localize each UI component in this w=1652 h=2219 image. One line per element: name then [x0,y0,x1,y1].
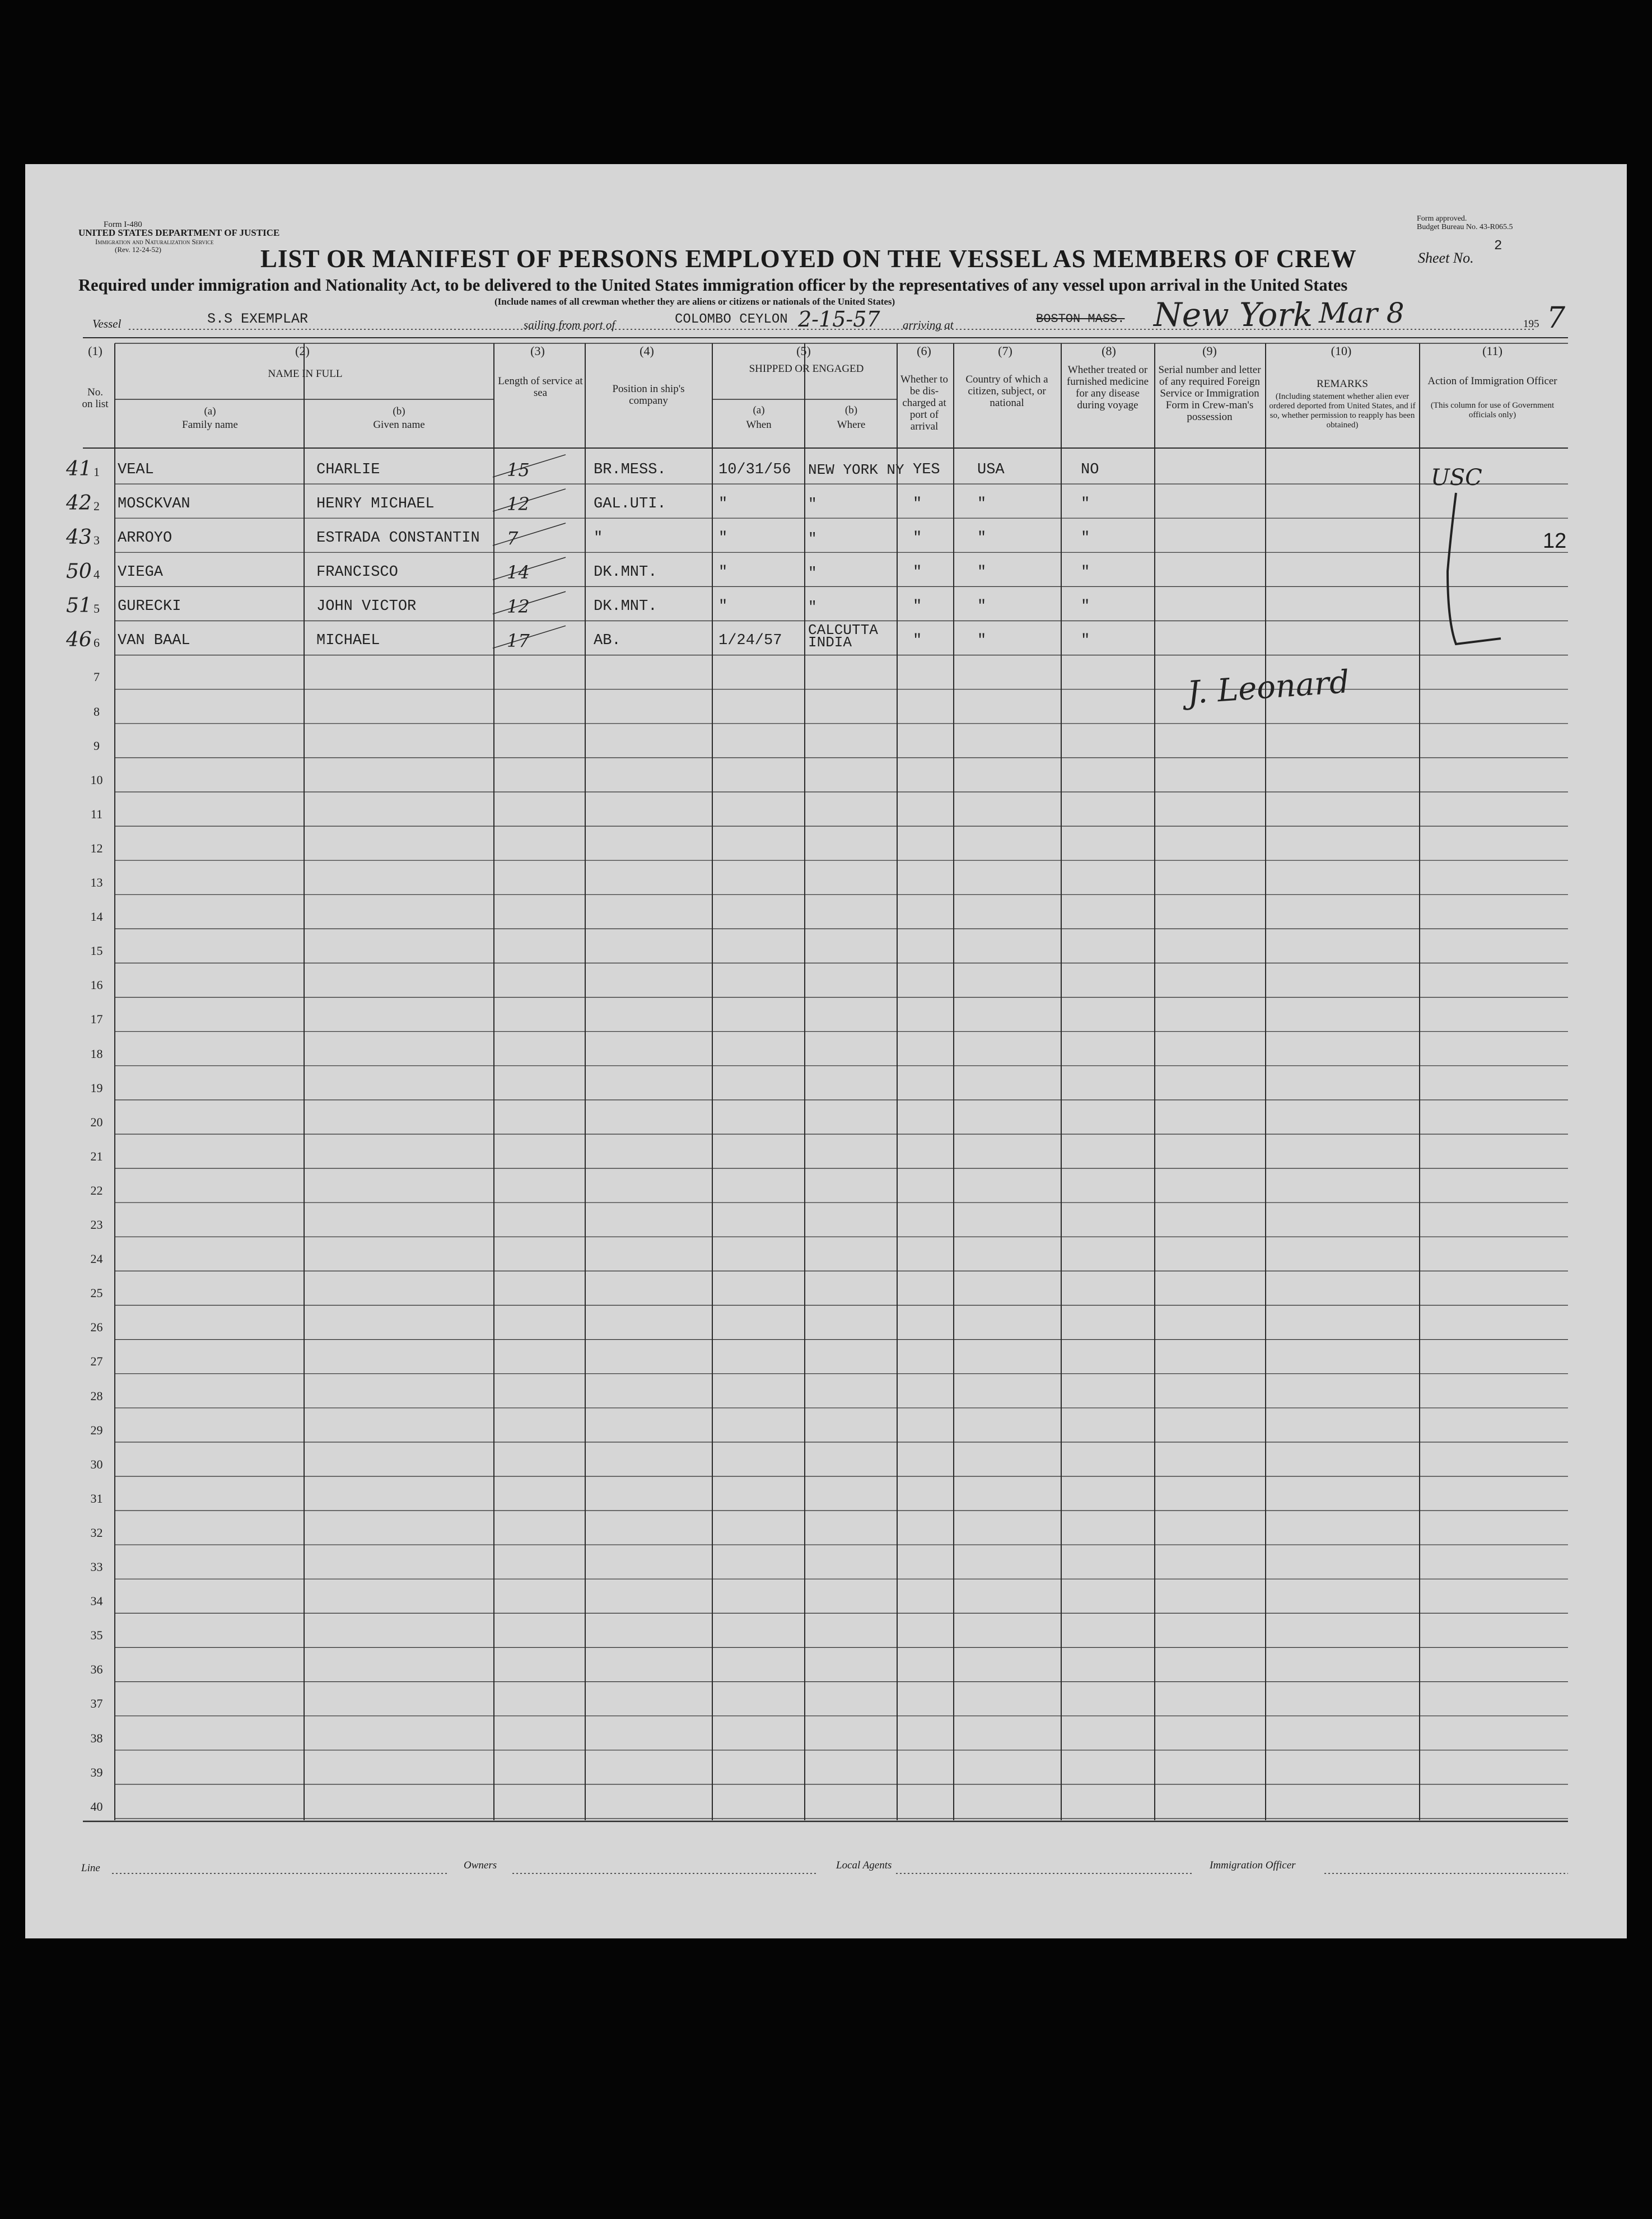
discharged-cell: " [913,529,922,547]
row-number: 29 [90,1423,103,1437]
handwritten-list-number: 46 [66,628,92,652]
where-cell: " [808,564,817,581]
header-length-service: Length of service at sea [498,375,583,399]
position-cell: DK.MNT. [594,598,657,616]
row-number: 14 [90,910,103,924]
discharged-cell: YES [913,461,940,478]
country-cell: USA [977,461,1005,478]
row-number: 25 [90,1286,103,1300]
department-name: UNITED STATES DEPARTMENT OF JUSTICE [78,227,280,238]
row-number: 22 [90,1183,103,1197]
row-number: 31 [90,1491,103,1505]
header-serial: Serial number and letter of any required Foreign Service or Immigration Form in Crew-man's possession [1158,364,1261,423]
row-number: 27 [90,1354,103,1369]
col-num-2: (2) [295,344,310,358]
discharged-cell: " [913,563,922,581]
given-name-cell: ESTRADA CONSTANTIN [316,529,480,547]
footer-local-agents: Local Agents [836,1859,892,1871]
header-sub-b: (b) [393,405,405,417]
where-cell: NEW YORK NY [808,461,904,479]
given-name-cell: JOHN VICTOR [316,598,417,616]
given-name-cell: HENRY MICHAEL [316,495,435,512]
form-approved: Form approved. [1417,215,1467,223]
action-usc-mark: USC [1431,465,1482,491]
sailing-port: COLOMBO CEYLON [675,312,788,327]
row-number: 37 [90,1696,103,1711]
length-service-cell: 17 [507,630,530,652]
position-cell: BR.MESS. [594,461,666,478]
header-shipped-engaged: SHIPPED OR ENGAGED [749,363,864,375]
family-name-cell: VAN BAAL [118,632,190,650]
row-number: 10 [90,772,103,787]
row-number: 23 [90,1218,103,1232]
row-number: 4 [94,567,100,582]
family-name-cell: MOSCKVAN [118,495,190,512]
header-remarks-note: (Including statement whether alien ever ordered deported from United States, and if so, whether permission to reapply has been obtained) [1269,392,1416,430]
arrival-date: Mar 8 [1319,297,1404,329]
col-num-10: (10) [1331,344,1352,358]
row-number: 13 [90,875,103,890]
arriving-port-handwritten: New York [1154,296,1313,334]
col-num-9: (9) [1202,344,1217,358]
handwritten-list-number: 42 [66,491,92,515]
row-number: 36 [90,1662,103,1677]
header-where-b: (b) [844,404,858,416]
col-num-3: (3) [530,344,545,358]
header-where: Where [837,419,866,431]
row-number: 35 [90,1628,103,1643]
header-sub-a: (a) [204,405,216,417]
header-when: When [746,419,772,431]
pen-stroke [493,523,566,546]
position-cell: GAL.UTI. [594,495,666,512]
sailing-date: 2-15-57 [798,307,880,332]
row-number: 3 [94,533,100,548]
footer-immigration-officer: Immigration Officer [1210,1859,1296,1871]
header-country: Country of which a citizen, subject, or national [965,374,1048,409]
row-number: 8 [94,704,100,719]
where-cell: " [808,530,817,547]
row-number: 5 [94,602,100,616]
when-cell: " [718,598,728,616]
row-number: 7 [94,670,100,684]
position-cell: DK.MNT. [594,563,657,581]
col-num-11: (11) [1482,344,1502,358]
family-name-cell: VEAL [118,461,154,478]
row-number: 38 [90,1731,103,1745]
action-count: 12 [1543,529,1567,553]
row-number: 16 [90,978,103,992]
row-number: 19 [90,1080,103,1095]
vessel-label: Vessel [92,317,122,330]
medicine-cell: " [1081,529,1090,547]
col-num-7: (7) [998,344,1012,358]
handwritten-list-number: 41 [66,457,92,481]
length-service-cell: 14 [507,562,530,584]
family-name-cell: GURECKI [118,598,181,616]
header-family-name: Family name [182,419,238,431]
row-number: 9 [94,738,100,753]
col-num-6: (6) [917,344,931,358]
col-num-8: (8) [1102,344,1116,358]
year-digit: 7 [1547,301,1566,335]
sheet-label: Sheet No. [1418,250,1474,266]
country-cell: " [977,529,987,547]
country-cell: " [977,495,987,512]
arriving-port-typed: BOSTON MASS. [1036,312,1125,326]
discharged-cell: " [913,495,922,512]
row-number: 15 [90,944,103,958]
family-name-cell: ARROYO [118,529,172,547]
discharged-cell: " [913,598,922,616]
header-action-note: (This column for use of Government officials only) [1430,401,1555,419]
where-cell: CALCUTTA INDIA [808,621,878,651]
row-number: 1 [94,464,100,479]
budget-bureau: Budget Bureau No. 43-R065.5 [1417,223,1513,231]
row-number: 17 [90,1012,103,1027]
length-service-cell: 15 [507,459,530,481]
country-cell: " [977,598,987,616]
header-given-name: Given name [373,419,425,431]
row-number: 18 [90,1046,103,1061]
page-title: LIST OR MANIFEST OF PERSONS EMPLOYED ON THE VESSEL AS MEMBERS OF CREW [260,245,1357,273]
revision-date: (Rev. 12-24-52) [115,245,161,254]
row-number: 39 [90,1765,103,1779]
row-number: 20 [90,1115,103,1129]
when-cell: 10/31/56 [718,461,791,478]
header-action: Action of Immigration Officer [1427,375,1557,387]
footer-owners: Owners [464,1859,497,1871]
header-no-on-list: No. on list [82,386,109,410]
country-cell: " [977,632,987,650]
length-service-cell: 7 [507,528,519,549]
footer-line: Line [81,1862,100,1874]
when-cell: " [718,563,728,581]
given-name-cell: MICHAEL [316,632,380,650]
form-number: Form I-480 [104,220,142,229]
year-prefix: 195 [1523,318,1539,330]
header-name-in-full: NAME IN FULL [268,368,343,380]
subtitle: Required under immigration and Nationality Act, to be delivered to the United States immigration officer by the representatives of any vessel upon arrival in the United States [78,276,1348,295]
country-cell: " [977,563,987,581]
col-num-5: (5) [796,344,811,358]
col-num-4: (4) [640,344,654,358]
header-position: Position in ship's company [612,383,685,407]
when-cell: " [718,495,728,512]
row-number: 28 [90,1388,103,1403]
medicine-cell: NO [1081,461,1099,478]
row-number: 21 [90,1149,103,1163]
arriving-label: arriving at [903,318,954,332]
handwritten-list-number: 51 [66,594,92,618]
discharged-cell: " [913,632,922,650]
row-number: 11 [90,807,103,821]
row-number: 34 [90,1594,103,1609]
where-cell: " [808,496,817,513]
header-when-a: (a) [753,404,765,416]
row-number: 2 [94,498,100,513]
position-cell: " [594,529,603,547]
length-service-cell: 12 [507,493,530,515]
row-number: 40 [90,1799,103,1814]
sailing-label: sailing from port of [524,318,615,332]
action-bracket-mark [1448,493,1501,644]
row-number: 30 [90,1457,103,1471]
given-name-cell: FRANCISCO [316,563,398,581]
medicine-cell: " [1081,495,1090,512]
medicine-cell: " [1081,598,1090,616]
position-cell: AB. [594,632,621,650]
length-service-cell: 12 [507,596,530,618]
medicine-cell: " [1081,632,1090,650]
col-num-1: (1) [88,344,102,358]
header-remarks: REMARKS [1317,378,1368,390]
handwritten-list-number: 43 [66,526,92,549]
row-number: 12 [90,841,103,855]
vessel-name: S.S EXEMPLAR [207,311,309,327]
row-number: 26 [90,1320,103,1335]
where-cell: " [808,598,817,616]
row-number: 32 [90,1525,103,1540]
when-cell: " [718,529,728,547]
header-medicine: Whether treated or furnished medicine for any disease during voyage [1066,364,1149,411]
row-number: 6 [94,636,100,650]
family-name-cell: VIEGA [118,563,164,581]
row-number: 24 [90,1252,103,1266]
officer-signature: J. Leonard [1186,663,1351,712]
include-note: (Include names of all crewman whether they are aliens or citizens or nationals of the United States) [494,296,895,307]
header-discharged: Whether to be dis-charged at port of arrival [900,374,948,432]
medicine-cell: " [1081,563,1090,581]
given-name-cell: CHARLIE [316,461,380,478]
handwritten-list-number: 50 [66,560,92,584]
when-cell: 1/24/57 [718,632,782,650]
service-name: Immigration and Naturalization Service [95,237,214,246]
row-number: 33 [90,1560,103,1574]
sheet-number: 2 [1494,239,1502,254]
